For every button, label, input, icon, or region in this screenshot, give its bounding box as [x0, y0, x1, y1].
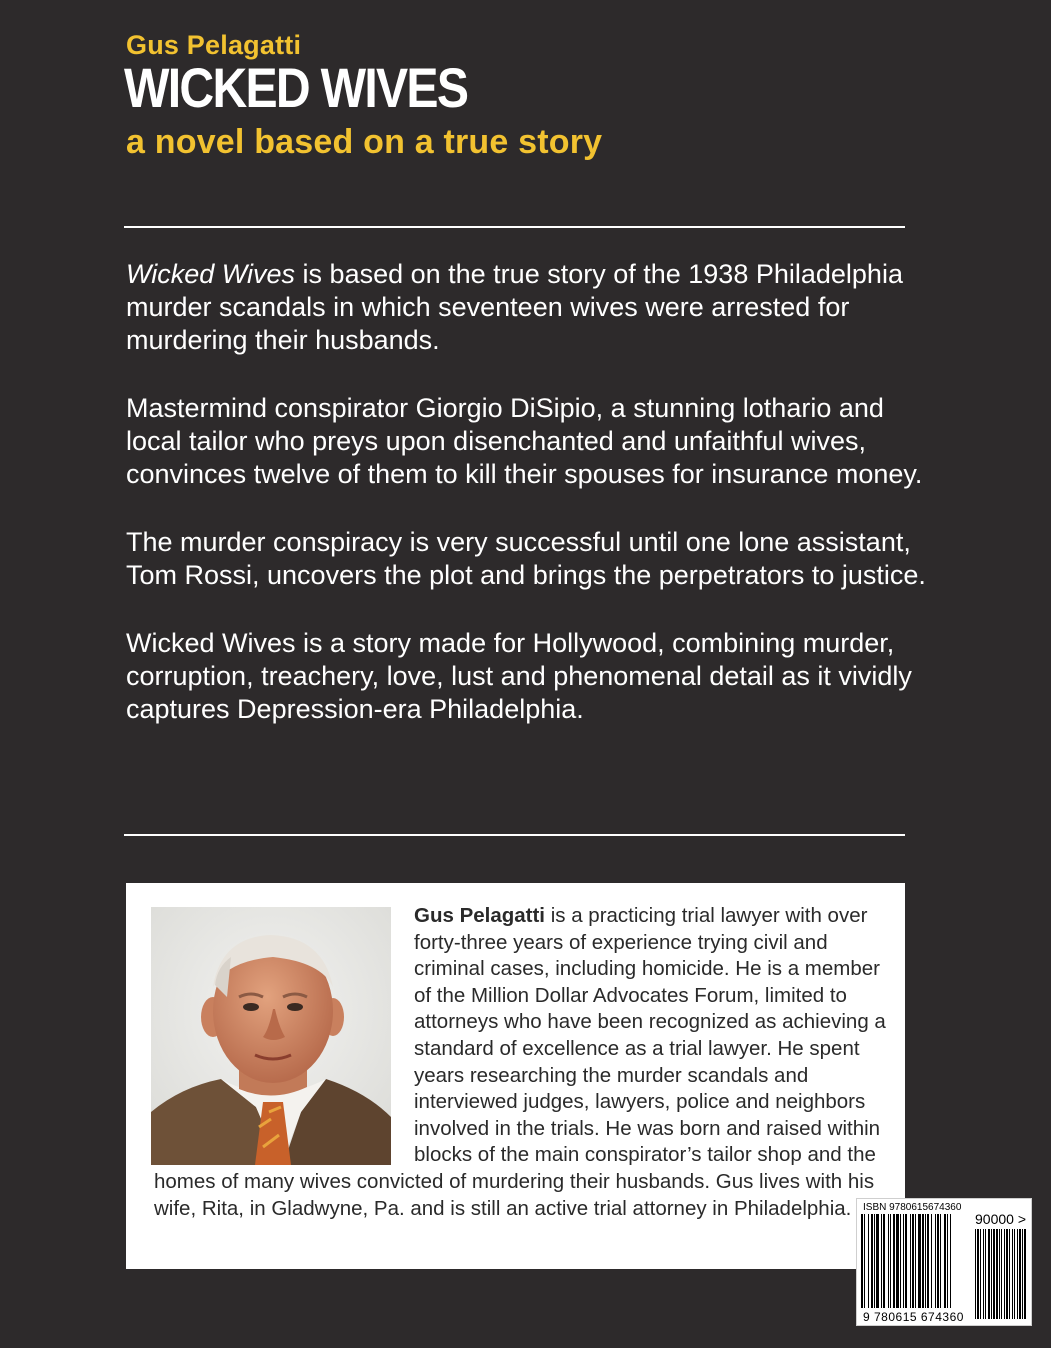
addon-bar	[991, 1229, 992, 1319]
blurb-paragraph-1	[126, 258, 926, 357]
addon-bar	[996, 1229, 998, 1319]
blurb	[126, 258, 926, 761]
barcode-bar	[890, 1214, 891, 1308]
barcode-bar	[888, 1214, 889, 1308]
blurb-paragraph-2: Mastermind conspirator Giorgio DiSipio, a stunning lothario and local tailor who preys upon disenchanted and unfaithful wives, convinces twelve of them to kill their spouses for insurance money.	[126, 393, 923, 489]
barcode-bar	[896, 1214, 899, 1308]
addon-bar	[1006, 1229, 1008, 1319]
barcode-bar	[868, 1214, 869, 1308]
book-subtitle: a novel based on a true story	[126, 123, 603, 161]
addon-bar	[1001, 1229, 1002, 1319]
addon-bar	[1017, 1229, 1018, 1319]
addon-bar	[985, 1229, 986, 1319]
barcode-bar	[937, 1214, 939, 1308]
barcode-bar	[883, 1214, 885, 1308]
addon-bar	[999, 1229, 1000, 1319]
barcode-bar	[915, 1214, 916, 1308]
addon-bar	[983, 1229, 984, 1319]
barcode-bar	[944, 1214, 946, 1308]
isbn-label: ISBN 9780615674360	[863, 1202, 962, 1213]
addon-bar	[988, 1229, 990, 1319]
barcode-bar	[910, 1214, 911, 1308]
barcode-bar	[903, 1214, 904, 1308]
bottom-divider	[124, 834, 905, 836]
barcode-bar	[925, 1214, 926, 1308]
barcode-bar	[931, 1214, 932, 1308]
addon-bar	[1012, 1229, 1013, 1319]
author-name: Gus Pelagatti	[126, 30, 302, 60]
barcode-bar	[876, 1214, 879, 1308]
author-bio-box	[126, 883, 905, 1269]
price-code: 90000 >	[975, 1211, 1026, 1227]
bottom-edge	[0, 1348, 1051, 1360]
addon-bar	[1004, 1229, 1005, 1319]
addon-bar	[1009, 1229, 1010, 1319]
isbn-barcode	[856, 1198, 1032, 1326]
barcode-bar	[918, 1214, 921, 1308]
addon-bar	[1022, 1229, 1023, 1319]
barcode-bar	[947, 1214, 948, 1308]
barcode-bar	[871, 1214, 873, 1308]
isbn-digits: 9 780615 674360	[863, 1310, 964, 1324]
barcode-bar	[900, 1214, 901, 1308]
barcode-bar	[935, 1214, 936, 1308]
bio-author-name: Gus Pelagatti	[414, 904, 546, 927]
barcode-bar	[940, 1214, 941, 1308]
addon-bar	[980, 1229, 981, 1319]
barcode-bar	[950, 1214, 951, 1308]
bio-body: is a practicing trial lawyer with over forty-three years of experience trying civil and criminal cases, including homicide. He is a member of the Million Dollar Advocates Forum, limited to attorneys who have been recognized as achieving a standard of excellence as a trial lawyer. He spent years researching the murder scandals and interviewed judges, lawyers, police and neighbors involved in the trials. He was born and raised within blocks of the main conspirator’s tailor shop and the homes of many wives convicted of murdering their husbands. Gus lives with his wife, Rita, in Gladwyne, Pa. and is still an active trial attorney in Philadelphia.	[154, 904, 886, 1220]
addon-bar	[975, 1229, 976, 1319]
blurb-title-italic: Wicked Wives	[126, 259, 296, 289]
barcode-bar	[874, 1214, 875, 1308]
author-bio-text	[154, 903, 894, 1222]
blurb-paragraph-4: Wicked Wives is a story made for Hollywood, combining murder, corruption, treachery, love, lust and phenomenal detail as it vividly captures Depression-era Philadelphia.	[126, 628, 912, 724]
barcode-bar	[861, 1214, 863, 1308]
photo-spacer	[154, 903, 414, 1165]
addon-bar	[1019, 1229, 1021, 1319]
blurb-paragraph-3: The murder conspiracy is very successful until one lone assistant, Tom Rossi, uncovers the plot and brings the perpetrators to justice.	[126, 527, 926, 590]
barcode-bar	[864, 1214, 865, 1308]
barcode-bar	[893, 1214, 895, 1308]
top-divider	[124, 226, 905, 228]
addon-bar	[1014, 1229, 1015, 1319]
addon-bar	[993, 1229, 995, 1319]
barcode-bar	[927, 1214, 929, 1308]
book-title: WICKED WIVES	[124, 56, 468, 119]
blurb-paragraph-1-text: is based on the true story of the 1938 Philadelphia murder scandals in which seventeen wives were arrested for murdering their husbands.	[126, 259, 903, 355]
addon-bar	[1024, 1229, 1026, 1319]
barcode-bar	[905, 1214, 907, 1308]
addon-bar	[977, 1229, 979, 1319]
barcode-bar	[912, 1214, 914, 1308]
barcode-bar	[881, 1214, 882, 1308]
barcode-bar	[922, 1214, 924, 1308]
